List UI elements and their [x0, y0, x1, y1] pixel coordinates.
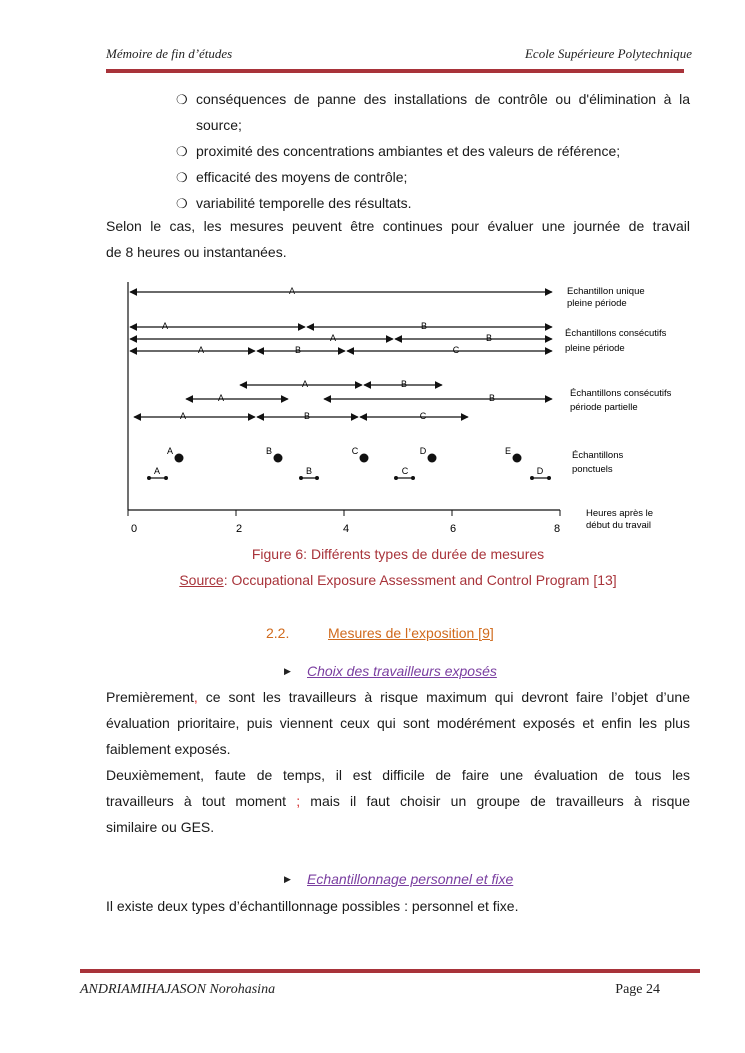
- label-c: C: [419, 411, 427, 421]
- header-right: Ecole Supérieure Polytechnique: [524, 46, 692, 61]
- paragraph-1-line-1: Premièrement, ce sont les travailleurs à risque maximum qui devront faire l’objet d’une: [106, 689, 690, 705]
- bullet-item-4: variabilité temporelle des résultats.: [196, 195, 412, 211]
- figure-source-text: : Occupational Exposure Assessment and Control Program [13]: [223, 572, 617, 588]
- figure-caption: Figure 6: Différents types de durée de mesures: [251, 546, 545, 562]
- x-tick-4: 4: [342, 523, 350, 535]
- group3-label-1: Échantillons consécutifs: [570, 388, 672, 399]
- label-b: B: [485, 333, 493, 343]
- paragraph-2-line-3: similaire ou GES.: [106, 819, 215, 835]
- paragraph-2-line-1: Deuxièmement, faute de temps, il est difficile de faire une évaluation de tous les: [106, 767, 690, 783]
- exposure-duration-figure: [0, 270, 745, 545]
- bullet-item-1-cont: source;: [196, 117, 242, 133]
- footer-rule: [80, 969, 700, 973]
- label-c: C: [452, 345, 460, 355]
- subsection-title-1: Choix des travailleurs exposés: [307, 663, 497, 679]
- group1-label-1: Echantillon unique: [567, 286, 645, 297]
- label-d: D: [419, 446, 427, 456]
- label-c: C: [351, 446, 359, 456]
- group3-label-2: période partielle: [570, 402, 638, 413]
- label-c: C: [401, 466, 409, 476]
- page-number: Page 24: [615, 982, 660, 997]
- paragraph-2-line-2: travailleurs à tout moment ; mais il faut choisir un groupe de travailleurs à risque: [106, 793, 691, 809]
- x-axis-label-1: Heures après le: [586, 508, 654, 519]
- paragraph-3: Il existe deux types d’échantillonnage possibles : personnel et fixe.: [106, 898, 519, 914]
- x-tick-2: 2: [235, 523, 243, 535]
- paragraph-1-line-3: faiblement exposés.: [106, 741, 231, 757]
- group2-label-1: Échantillons consécutifs: [565, 328, 667, 339]
- label-a: A: [179, 411, 187, 421]
- label-a: A: [301, 379, 309, 389]
- label-b: B: [420, 321, 428, 331]
- bullet-icon: ❍: [176, 92, 188, 107]
- spot-point: [175, 454, 184, 463]
- x-tick-6: 6: [449, 523, 457, 535]
- bullet-icon: ❍: [176, 196, 188, 211]
- label-a: A: [197, 345, 205, 355]
- subsection-title-2: Echantillonnage personnel et fixe: [307, 871, 514, 887]
- label-e: E: [504, 446, 512, 456]
- label-b: B: [305, 466, 313, 476]
- spot-point: [428, 454, 437, 463]
- spot-point: [274, 454, 283, 463]
- group1-label-2: pleine période: [567, 298, 627, 309]
- x-axis-label-2: début du travail: [586, 520, 651, 531]
- bullet-item-1: conséquences de panne des installations de contrôle ou d'élimination à la: [196, 91, 690, 107]
- intro-line-1: Selon le cas, les mesures peuvent être continues pour évaluer une journée de travail: [106, 218, 690, 234]
- paragraph-1-line-2: évaluation prioritaire, puis viennent ceux qui sont modérément exposés et enfin les plus: [106, 715, 690, 731]
- label-a: A: [153, 466, 161, 476]
- label-b: B: [294, 345, 302, 355]
- bullet-item-3: efficacité des moyens de contrôle;: [196, 169, 408, 185]
- label-b: B: [265, 446, 273, 456]
- label-b: B: [400, 379, 408, 389]
- sub-bullet-icon: ▶: [284, 874, 291, 884]
- group4-label-1: Échantillons: [572, 450, 624, 461]
- figure-source: [0, 572, 745, 588]
- sub-bullet-icon: ▶: [284, 666, 291, 676]
- bullet-icon: ❍: [176, 144, 188, 159]
- label-a: A: [161, 321, 169, 331]
- label-a: A: [217, 393, 225, 403]
- label-a: A: [288, 286, 296, 296]
- x-tick-0: 0: [130, 523, 138, 535]
- label-a: A: [166, 446, 174, 456]
- header-rule: [106, 69, 684, 73]
- bullet-item-2: proximité des concentrations ambiantes et des valeurs de référence;: [196, 143, 621, 159]
- label-d: D: [536, 466, 544, 476]
- group4-label-2: ponctuels: [572, 464, 613, 475]
- figure-source-label: Source: [179, 572, 224, 588]
- group2-label-2: pleine période: [565, 343, 625, 354]
- spot-point: [360, 454, 369, 463]
- section-title: Mesures de l’exposition [9]: [328, 625, 494, 641]
- label-b: B: [303, 411, 311, 421]
- label-a: A: [329, 333, 337, 343]
- header-left: Mémoire de fin d’études: [106, 46, 233, 61]
- label-b: B: [488, 393, 496, 403]
- x-tick-8: 8: [553, 523, 561, 535]
- bullet-icon: ❍: [176, 170, 188, 185]
- footer-left: ANDRIAMIHAJASON Norohasina: [80, 982, 276, 997]
- section-number: 2.2.: [266, 625, 290, 641]
- intro-line-2: de 8 heures ou instantanées.: [106, 244, 287, 260]
- spot-point: [513, 454, 522, 463]
